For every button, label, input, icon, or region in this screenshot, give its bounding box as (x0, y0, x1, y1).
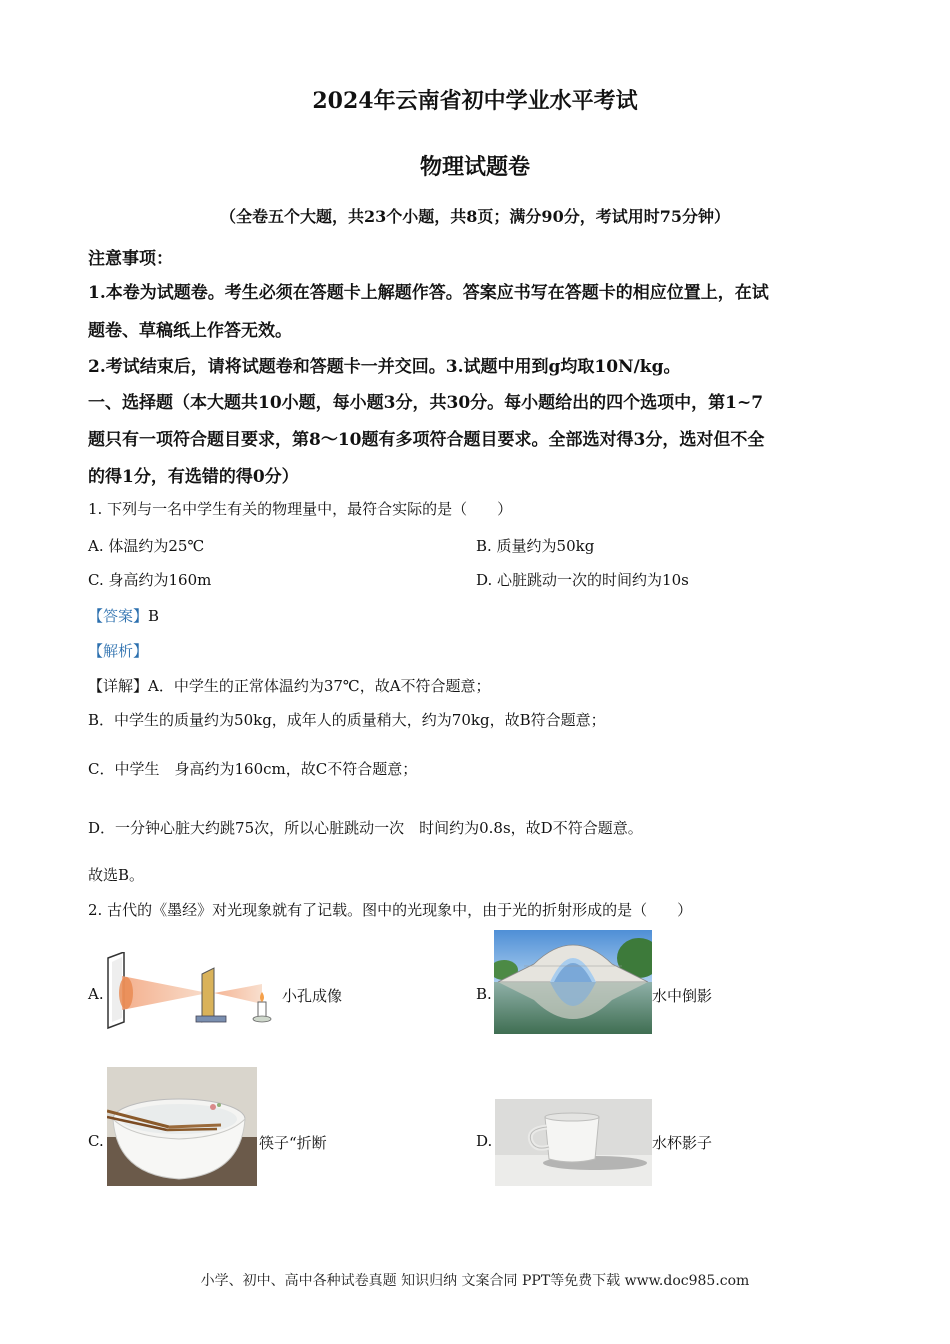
q2-stem: 2. 古代的《墨经》对光现象就有了记载。图中的光现象中，由于光的折射形成的是（ ） (88, 901, 693, 919)
exam-info: （全卷五个大题，共23个小题，共8页；满分90分，考试用时75分钟） (220, 207, 730, 226)
q1-option-c: C. 身高约为160m (88, 571, 212, 589)
section1-line-2: 题只有一项符合题目要求，第8～10题有多项符合题目要求。全部选对得3分，选对但不全 (88, 430, 765, 450)
notes-line-2: 题卷、草稿纸上作答无效。 (88, 321, 292, 341)
q1-stem: 1. 下列与一名中学生有关的物理量中，最符合实际的是（ ） (88, 500, 513, 518)
notes-line-1: 1.本卷为试题卷。考生必须在答题卡上解题作答。答案应书写在答题卡的相应位置上，在试 (88, 283, 769, 303)
q1-conclusion: 故选B。 (88, 866, 145, 884)
answer-value: B (148, 607, 160, 625)
q1-detail-4: D．一分钟心脏大约跳75次，所以心脏跳动一次 时间约为0.8s，故D不符合题意。 (88, 819, 643, 837)
notes-heading: 注意事项： (88, 249, 173, 269)
q2-option-c-caption: 筷子“折断 (259, 1134, 327, 1152)
section1-line-3: 的得1分，有选错的得0分） (88, 467, 299, 487)
section1-line-1: 一、选择题（本大题共10小题，每小题3分，共30分。每小题给出的四个选项中，第1~7 (88, 393, 764, 413)
q2-option-b-caption: 水中倒影 (652, 987, 713, 1005)
water-reflection-figure (494, 930, 652, 1034)
answer-tag: 【答案】 (88, 607, 149, 625)
q1-detail-1: 【详解】A．中学生的正常体温约为37℃，故A不符合题意； (88, 677, 491, 695)
pinhole-imaging-figure (104, 952, 274, 1030)
analysis-tag: 【解析】 (88, 642, 149, 660)
q2-option-a-caption: 小孔成像 (282, 987, 343, 1005)
q2-option-d-letter: D. (476, 1132, 493, 1150)
q1-answer (88, 605, 159, 626)
q1-option-d: D. 心脏跳动一次的时间约为10s (476, 571, 689, 589)
exam-subject: 物理试题卷 (419, 154, 530, 180)
footer-text: 小学、初中、高中各种试卷真题 知识归纳 文案合同 PPT等免费下载 www.doc985.com (200, 1273, 750, 1289)
q1-option-a: A. 体温约为25℃ (88, 537, 205, 555)
q1-detail-2: B．中学生的质量约为50kg，成年人的质量稍大，约为70kg，故B符合题意； (88, 711, 606, 729)
q1-detail-3: C．中学生 身高约为160cm，故C不符合题意； (88, 760, 418, 778)
cup-shadow-figure (495, 1099, 652, 1186)
q1-option-b: B. 质量约为50kg (476, 537, 595, 555)
q2-option-d-caption: 水杯影子 (652, 1134, 713, 1152)
notes-line-3: 2.考试结束后，请将试题卷和答题卡一并交回。3.试题中用到g均取10N/kg。 (88, 357, 681, 377)
q2-option-b-letter: B. (476, 985, 492, 1003)
chopsticks-bowl-figure (107, 1067, 257, 1186)
q2-option-a-letter: A. (88, 985, 104, 1003)
exam-title: 2024年云南省初中学业水平考试 (312, 88, 638, 114)
q2-option-c-letter: C. (88, 1132, 104, 1150)
